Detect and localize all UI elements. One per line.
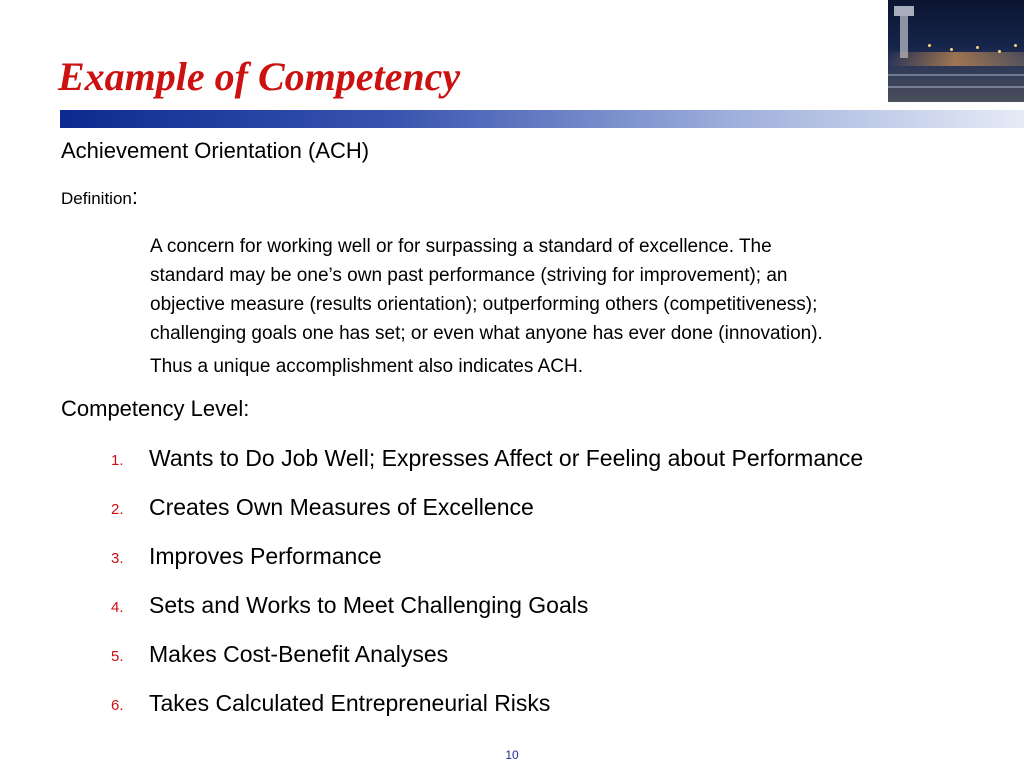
definition-label-text: Definition <box>61 189 132 208</box>
list-number: 4. <box>111 599 124 616</box>
list-number: 6. <box>111 697 124 714</box>
light <box>976 46 979 49</box>
city-glow <box>888 52 1024 66</box>
definition-line: objective measure (results orientation); outperforming others (competitiveness); <box>150 294 818 315</box>
header-photo <box>888 0 1024 102</box>
definition-text <box>150 232 1010 381</box>
definition-line: A concern for working well or for surpassing a standard of excellence. The <box>150 236 772 257</box>
competency-name: Achievement Orientation (ACH) <box>61 138 370 163</box>
list-number: 5. <box>111 648 124 665</box>
road-line <box>888 86 1024 88</box>
list-text: Sets and Works to Meet Challenging Goals <box>149 592 589 618</box>
list-text: Creates Own Measures of Excellence <box>149 494 534 520</box>
light <box>998 50 1001 53</box>
control-tower-cab-shape <box>894 6 914 16</box>
definition-line: Thus a unique accomplishment also indicates ACH. <box>150 356 584 377</box>
control-tower-shape <box>900 10 908 58</box>
definition-line: challenging goals one has set; or even what anyone has ever done (innovation). <box>150 323 823 344</box>
light <box>928 44 931 47</box>
list-text: Makes Cost-Benefit Analyses <box>149 641 449 667</box>
page-number: 10 <box>505 748 519 762</box>
competency-level-heading: Competency Level: <box>61 396 250 421</box>
list-number: 3. <box>111 550 124 567</box>
definition-line: standard may be one’s own past performance (striving for improvement); an <box>150 265 788 286</box>
road-line <box>888 74 1024 76</box>
title-banner <box>60 110 1024 128</box>
definition-colon: : <box>131 184 138 209</box>
list-text: Wants to Do Job Well; Expresses Affect or Feeling about Performance <box>149 445 864 471</box>
list-text: Takes Calculated Entrepreneurial Risks <box>149 690 551 716</box>
list-number: 2. <box>111 501 124 518</box>
light <box>1014 44 1017 47</box>
light <box>950 48 953 51</box>
list-number: 1. <box>111 452 124 469</box>
definition-label <box>61 185 138 211</box>
slide-title: Example of Competency <box>58 54 461 99</box>
list-text: Improves Performance <box>149 543 382 569</box>
